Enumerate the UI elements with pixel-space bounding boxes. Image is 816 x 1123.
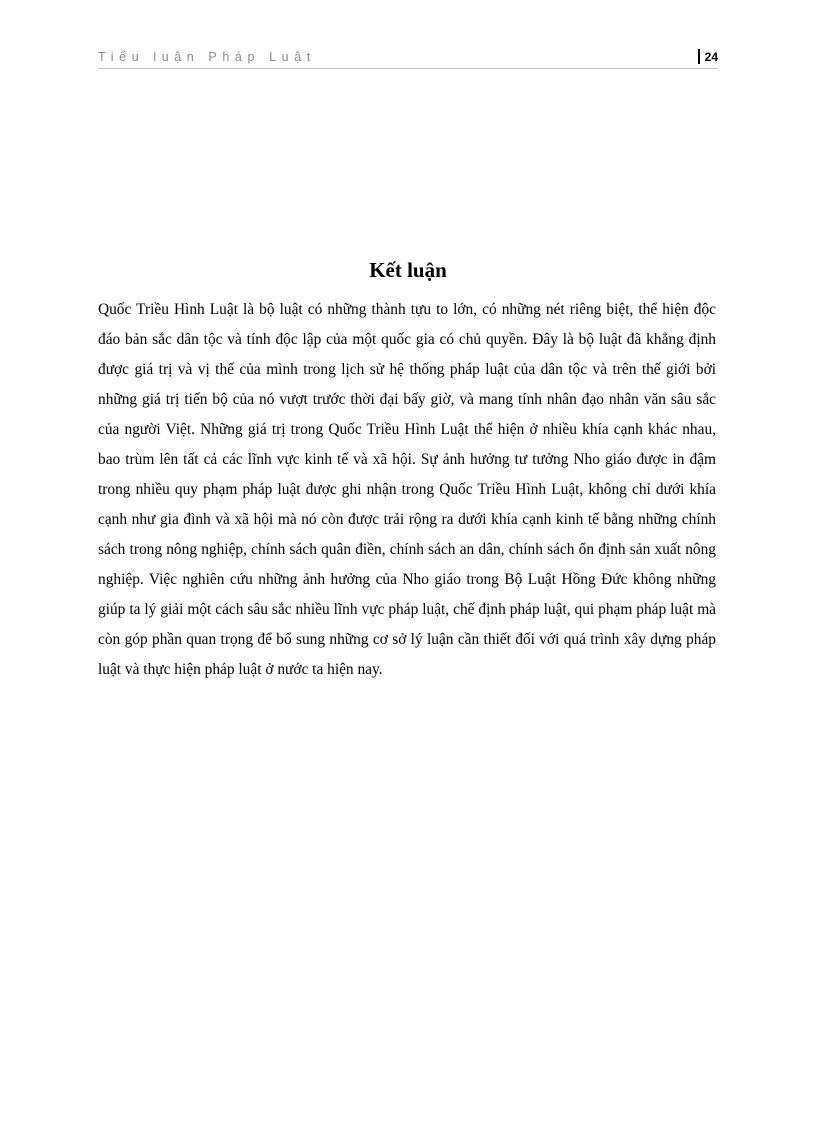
page-number-separator	[698, 49, 700, 64]
body-paragraph: Quốc Triều Hình Luật là bộ luật có những thành tựu to lớn, có những nét riêng biệt, thể hiện độc đáo bản sắc dân tộc và tính độc lập của một quốc gia có chủ quyền. Đây là bộ luật đã khẳng định được giá trị và vị thế của mình trong lịch sử hệ thống pháp luật của dân tộc và trên thế giới bởi những giá trị tiến bộ của nó vượt trước thời đại bấy giờ, và mang tính nhân đạo nhân văn sâu sắc của người Việt. Những giá trị trong Quốc Triều Hình Luật thể hiện ở nhiều khía cạnh khác nhau, bao trùm lên tất cả các lĩnh vực kinh tế và xã hội. Sự ảnh hưởng tư tưởng Nho giáo được in đậm trong nhiều quy phạm pháp luật được ghi nhận trong Quốc Triều Hình Luật, không chỉ dưới khía cạnh như gia đình và xã hội mà nó còn được trải rộng ra dưới khía cạnh kinh tế bằng những chính sách trong nông nghiệp, chính sách quân điền, chính sách an dân, chính sách ổn định sản xuất nông nghiệp. Việc nghiên cứu những ảnh hưởng của Nho giáo trong Bộ Luật Hồng Đức không những giúp ta lý giải một cách sâu sắc nhiều lĩnh vực pháp luật, chế định pháp luật, qui phạm pháp luật mà còn góp phần quan trọng để bổ sung những cơ sở lý luận cần thiết đối với quá trình xây dựng pháp luật và thực hiện pháp luật ở nước ta hiện nay.	[98, 301, 716, 678]
section-heading: Kết luận	[369, 258, 447, 282]
page-header	[98, 46, 718, 69]
header-title: Tiểu luận Pháp Luật	[98, 50, 316, 64]
page-number	[698, 49, 718, 64]
page-number-value: 24	[704, 50, 718, 64]
